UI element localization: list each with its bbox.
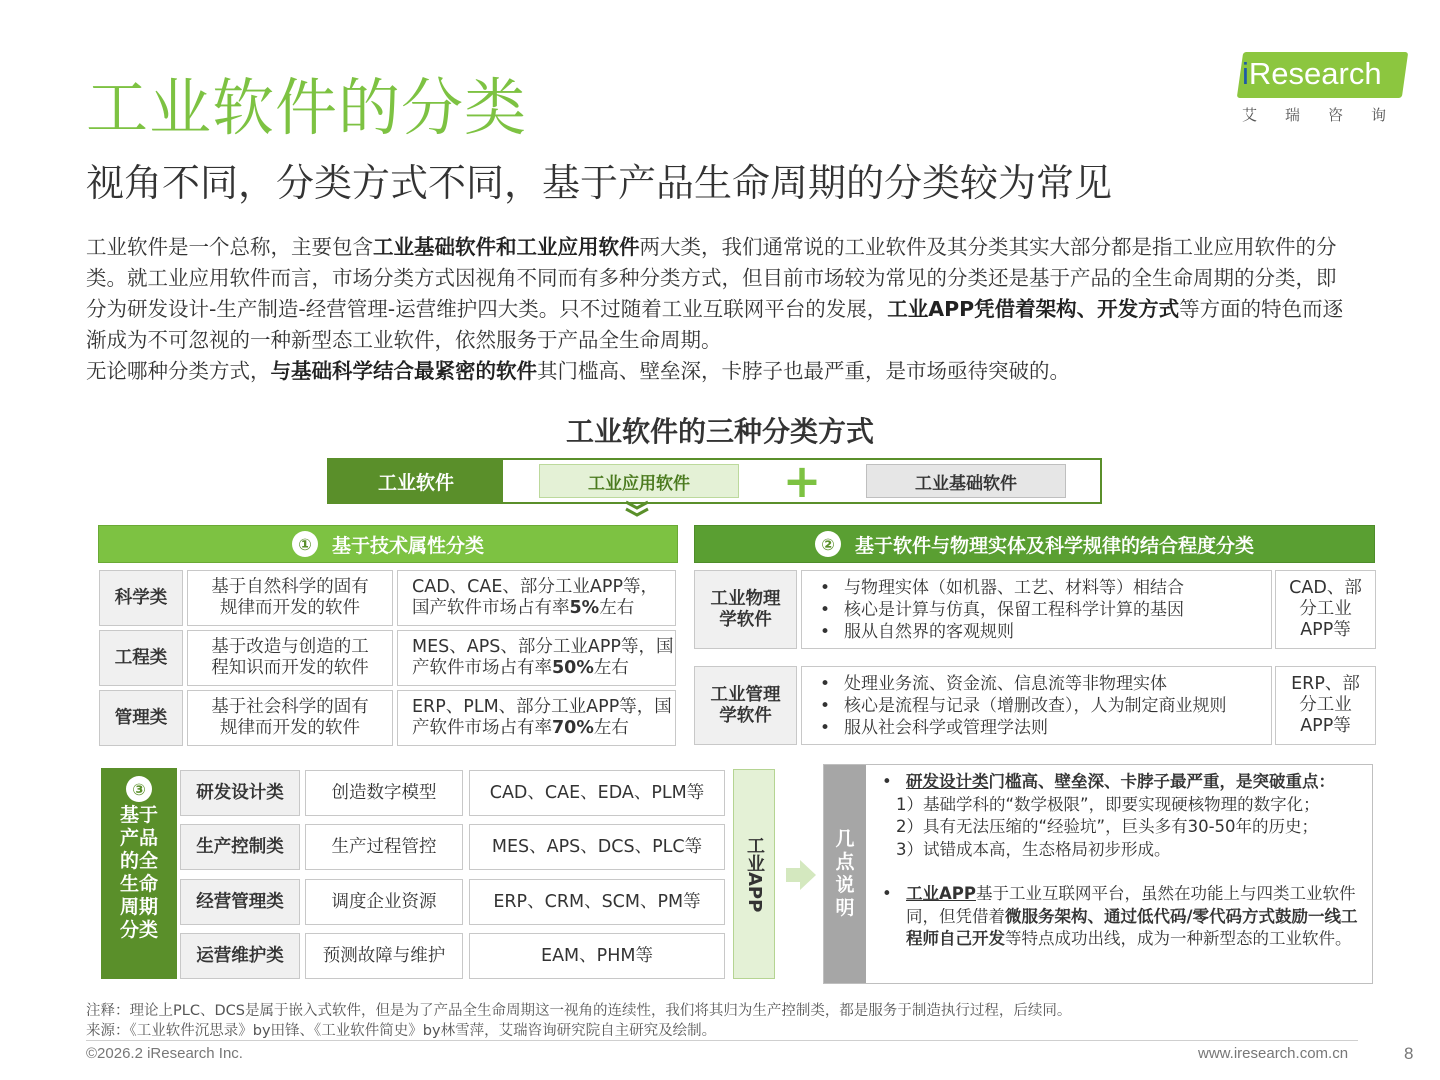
page-title: 工业软件的分类 (86, 71, 528, 144)
sec1-row2-name: 工程类 (99, 630, 183, 686)
sec2-row2-point: • 处理业务流、资金流、信息流等非物理实体 (816, 673, 1227, 695)
sec1-row1-name: 科学类 (99, 570, 183, 626)
copyright: ©2026.2 iResearch Inc. (86, 1045, 243, 1062)
footnote-note: 注释：理论上PLC、DCS是属于嵌入式软件，但是为了产品全生命周期这一视角的连续性，我们将其归为生产控制类，都是服务于制造执行过程，后续同。 (86, 1003, 1072, 1019)
sec1-row1-examples: CAD、CAE、部分工业APP等，国产软件市场占有率5%左右 (397, 570, 676, 626)
notes-box (823, 764, 1373, 984)
sec3-row3-name: 经营管理类 (180, 879, 300, 925)
section3-side-label (101, 768, 177, 979)
sec1-row2-desc: 基于改造与创造的工程知识而开发的软件 (187, 630, 393, 686)
sec2-row1-points (801, 570, 1272, 649)
notes-item: 2）具有无法压缩的“经验坑”，巨头多有30-50年的历史； (896, 817, 1319, 836)
page-subtitle: 视角不同，分类方式不同，基于产品生命周期的分类较为常见 (86, 161, 1113, 205)
sec3-row2-name: 生产控制类 (180, 824, 300, 870)
sec3-row1-name: 研发设计类 (180, 770, 300, 816)
industrial-app-column: 工业APP (733, 769, 775, 979)
sec2-row2-examples: ERP、部分工业APP等 (1275, 666, 1376, 745)
notes-side-label: 几点说明 (824, 765, 866, 983)
sec3-row4-examples: EAM、PHM等 (469, 933, 725, 979)
sec3-row3-desc: 调度企业资源 (305, 879, 463, 925)
section2-header (694, 525, 1375, 563)
sec3-row1-desc: 创造数字模型 (305, 770, 463, 816)
sec2-row2-name: 工业管理学软件 (694, 666, 797, 745)
section3-title: 基于产品的全生命周期分类 (119, 804, 158, 941)
logo-chinese-name: 艾瑞咨询 (1242, 106, 1415, 124)
sec2-row2-points (801, 666, 1272, 745)
sec1-row3-name: 管理类 (99, 690, 183, 746)
section2-title: 基于软件与物理实体及科学规律的结合程度分类 (854, 534, 1254, 557)
sec3-row2-desc: 生产过程管控 (305, 824, 463, 870)
notes-bullet-2: • 工业APP基于工业互联网平台，虽然在功能上与四类工业软件同，但凭借着微服务架构、通过低代码/零代码方式鼓励一线工程师自己开发等特点成功出线，成为一种新型态的工业软件。 (880, 883, 1366, 951)
notes-item: 1）基础学科的“数学极限”，即要实现硬核物理的数字化； (896, 794, 1320, 814)
iresearch-logo (1232, 46, 1415, 126)
base-software-label: 工业基础软件 (866, 464, 1066, 498)
notes-item: 3）试错成本高，生态格局初步形成。 (896, 839, 1171, 859)
section1-header (98, 525, 678, 563)
section3-number: ③ (126, 776, 152, 802)
sec1-row1-desc: 基于自然科学的固有规律而开发的软件 (187, 570, 393, 626)
intro-p1: 工业软件是一个总称，主要包含工业基础软件和工业应用软件两大类，我们通常说的工业软件及其分类其实大部分都是指工业应用软件的分类。就工业应用软件而言，市场分类方式因视角不同而有多种分类方式，但目前市场较为常见的分类还是基于产品的全生命周期的分类，即分为研发设计-生产制造-经营管理-运营维护四大类。只不过随着工业互联网平台的发展，工业APP凭借着架构、开发方式等方面的特色而逐渐成为不可忽视的一种新型态工业软件，依然服务于产品全生命周期。 (86, 235, 1344, 352)
sec2-row1-examples: CAD、部分工业APP等 (1275, 570, 1376, 649)
footnote-source: 来源：《工业软件沉思录》by田锋、《工业软件简史》by林雪萍，艾瑞咨询研究院自主研究及绘制。 (86, 1023, 717, 1039)
section1-number: ① (292, 531, 318, 557)
website-link[interactable]: www.iresearch.com.cn (1198, 1045, 1349, 1062)
section1-title: 基于技术属性分类 (331, 534, 484, 557)
industrial-software-label: 工业软件 (329, 460, 503, 502)
software-category-bar (327, 454, 1102, 508)
sec3-row2-examples: MES、APS、DCS、PLC等 (469, 824, 725, 870)
intro-p2: 无论哪种分类方式，与基础科学结合最紧密的软件其门槛高、壁垒深，卡脖子也最严重，是市场亟待突破的。 (86, 359, 1070, 383)
notes-bullet-1: • 研发设计类门槛高、壁垒深、卡脖子最严重，是突破重点： (880, 771, 1366, 794)
sec2-row1-point: • 服从自然界的客观规则 (816, 621, 1184, 643)
sec3-row4-name: 运营维护类 (180, 933, 300, 979)
sec1-row3-desc: 基于社会科学的固有规律而开发的软件 (187, 690, 393, 746)
sec1-row3-examples: ERP、PLM、部分工业APP等，国产软件市场占有率70%左右 (397, 690, 676, 746)
arrow-right-icon (786, 860, 816, 890)
sec2-row2-point: • 核心是流程与记录（增删改查），人为制定商业规则 (816, 695, 1227, 717)
plus-icon: + (782, 454, 822, 508)
intro-paragraph (86, 232, 1356, 387)
section2-number: ② (815, 531, 841, 557)
application-software-label: 工业应用软件 (539, 464, 739, 498)
diagram-title: 工业软件的三种分类方式 (565, 415, 874, 448)
sec2-row1-name: 工业物理学软件 (694, 570, 797, 649)
page-number: 8 (1404, 1044, 1414, 1063)
sec1-row2-examples: MES、APS、部分工业APP等，国产软件市场占有率50%左右 (397, 630, 676, 686)
logo-wordmark: iResearch (1242, 56, 1382, 91)
sec3-row4-desc: 预测故障与维护 (305, 933, 463, 979)
sec2-row1-point: • 核心是计算与仿真，保留工程科学计算的基因 (816, 599, 1184, 621)
sec2-row2-point: • 服从社会科学或管理学法则 (816, 717, 1227, 739)
sec3-row3-examples: ERP、CRM、SCM、PM等 (469, 879, 725, 925)
footer-divider (86, 1040, 1358, 1041)
double-chevron-down-icon (622, 500, 652, 518)
sec2-row1-point: • 与物理实体（如机器、工艺、材料等）相结合 (816, 577, 1184, 599)
notes-body (880, 771, 1366, 951)
sec3-row1-examples: CAD、CAE、EDA、PLM等 (469, 770, 725, 816)
